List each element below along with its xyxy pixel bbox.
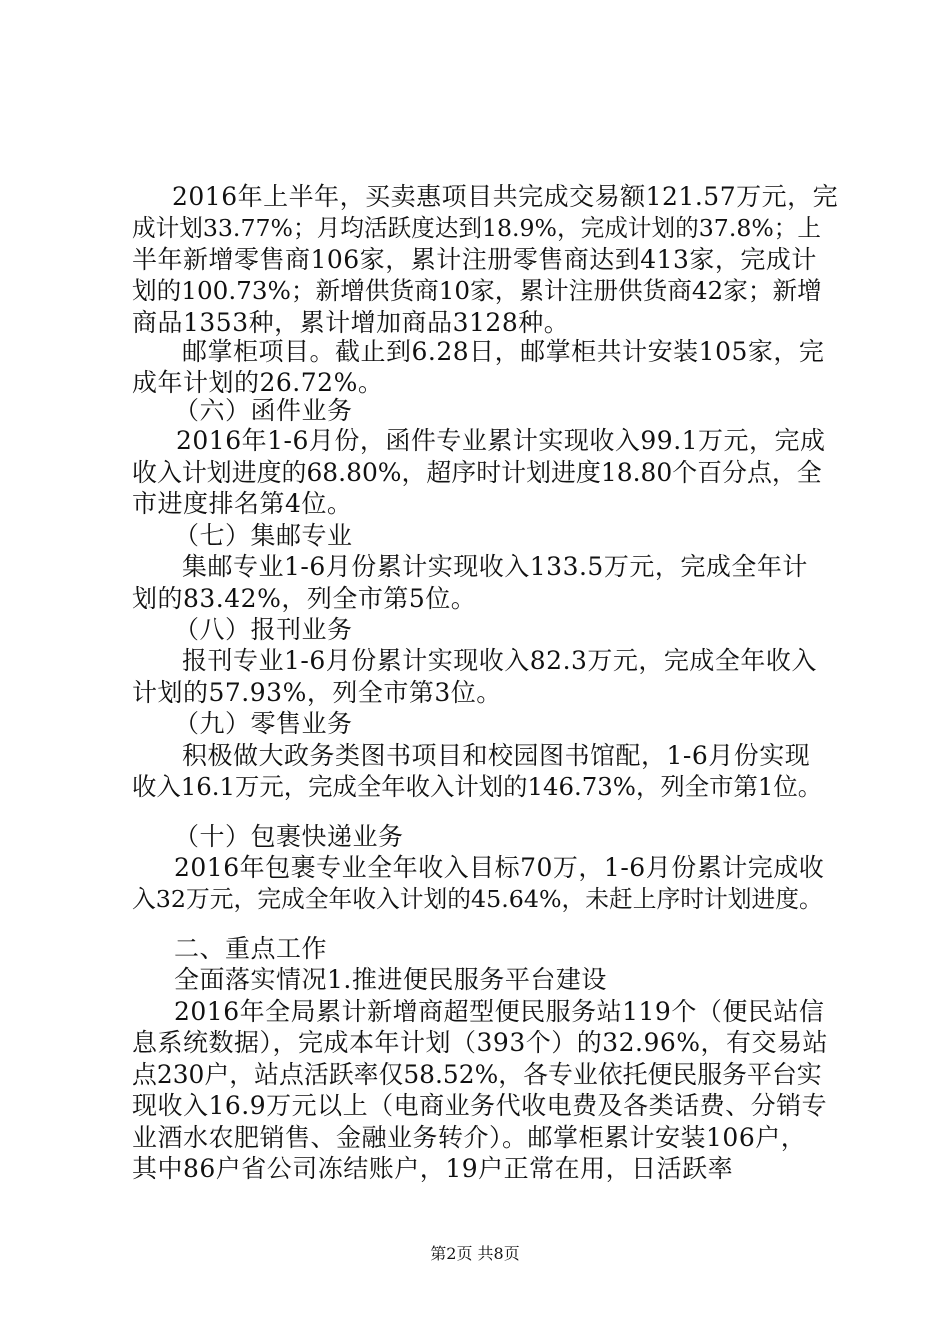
paragraph-line: 其中86户省公司冻结账户，19户正常在用，日活跃率 <box>132 1154 734 1183</box>
paragraph-line: 收入计划进度的68.80%，超序时计划进度18.80个百分点，全 <box>132 458 822 487</box>
paragraph-line: 现收入16.9万元以上（电商业务代收电费及各类话费、分销专 <box>132 1091 828 1120</box>
paragraph-line: 商品1353种，累计增加商品3128种。 <box>132 308 570 337</box>
paragraph-line: 计划的57.93%，列全市第3位。 <box>132 678 502 707</box>
paragraph-line: 息系统数据），完成本年计划（393个）的32.96%，有交易站 <box>132 1028 829 1057</box>
paragraph-line: 收入16.1万元，完成全年收入计划的146.73%，列全市第1位。 <box>132 772 823 801</box>
paragraph-line: 市进度排名第4位。 <box>132 489 353 518</box>
paragraph-line: 2016年1-6月份，函件专业累计实现收入99.1万元，完成 <box>176 426 826 455</box>
section-heading: 二、重点工作 <box>174 934 328 963</box>
section-heading: （六）函件业务 <box>174 396 353 425</box>
paragraph-line: 入32万元，完成全年收入计划的45.64%，未赶上序时计划进度。 <box>132 885 823 913</box>
paragraph-line: 成年计划的26.72%。 <box>132 368 384 397</box>
paragraph-line: 积极做大政务类图书项目和校园图书馆配，1-6月份实现 <box>182 741 811 770</box>
paragraph-line: 点230户，站点活跃率仅58.52%，各专业依托便民服务平台实 <box>132 1060 822 1089</box>
paragraph-line: 邮掌柜项目。截止到6.28日，邮掌柜共计安装105家，完 <box>182 337 825 366</box>
paragraph-line: 半年新增零售商106家，累计注册零售商达到413家，完成计 <box>132 245 817 274</box>
paragraph-line: 划的83.42%，列全市第5位。 <box>132 584 477 613</box>
paragraph-line: 报刊专业1-6月份累计实现收入82.3万元，完成全年收入 <box>182 646 817 675</box>
paragraph-line: 业酒水农肥销售、金融业务转介）。邮掌柜累计安装106户， <box>132 1123 807 1152</box>
paragraph-line: 2016年上半年，买卖惠项目共完成交易额121.57万元，完 <box>172 182 839 211</box>
section-heading: （七）集邮专业 <box>174 521 353 550</box>
paragraph-line: 划的100.73%；新增供货商10家，累计注册供货商42家；新增 <box>132 276 822 305</box>
section-heading: （九）零售业务 <box>174 709 353 738</box>
paragraph-line: 2016年全局累计新增商超型便民服务站119个（便民站信 <box>174 997 825 1026</box>
section-heading: （十）包裹快递业务 <box>174 822 404 851</box>
section-heading: 全面落实情况1.推进便民服务平台建设 <box>174 965 607 994</box>
paragraph-line: 成计划33.77%；月均活跃度达到18.9%，完成计划的37.8%；上 <box>132 214 822 242</box>
section-heading: （八）报刊业务 <box>174 615 353 644</box>
paragraph-line: 集邮专业1-6月份累计实现收入133.5万元，完成全年计 <box>182 552 808 581</box>
page-footer: 第2页 共8页 <box>430 1244 520 1263</box>
paragraph-line: 2016年包裹专业全年收入目标70万，1-6月份累计完成收 <box>174 853 825 882</box>
